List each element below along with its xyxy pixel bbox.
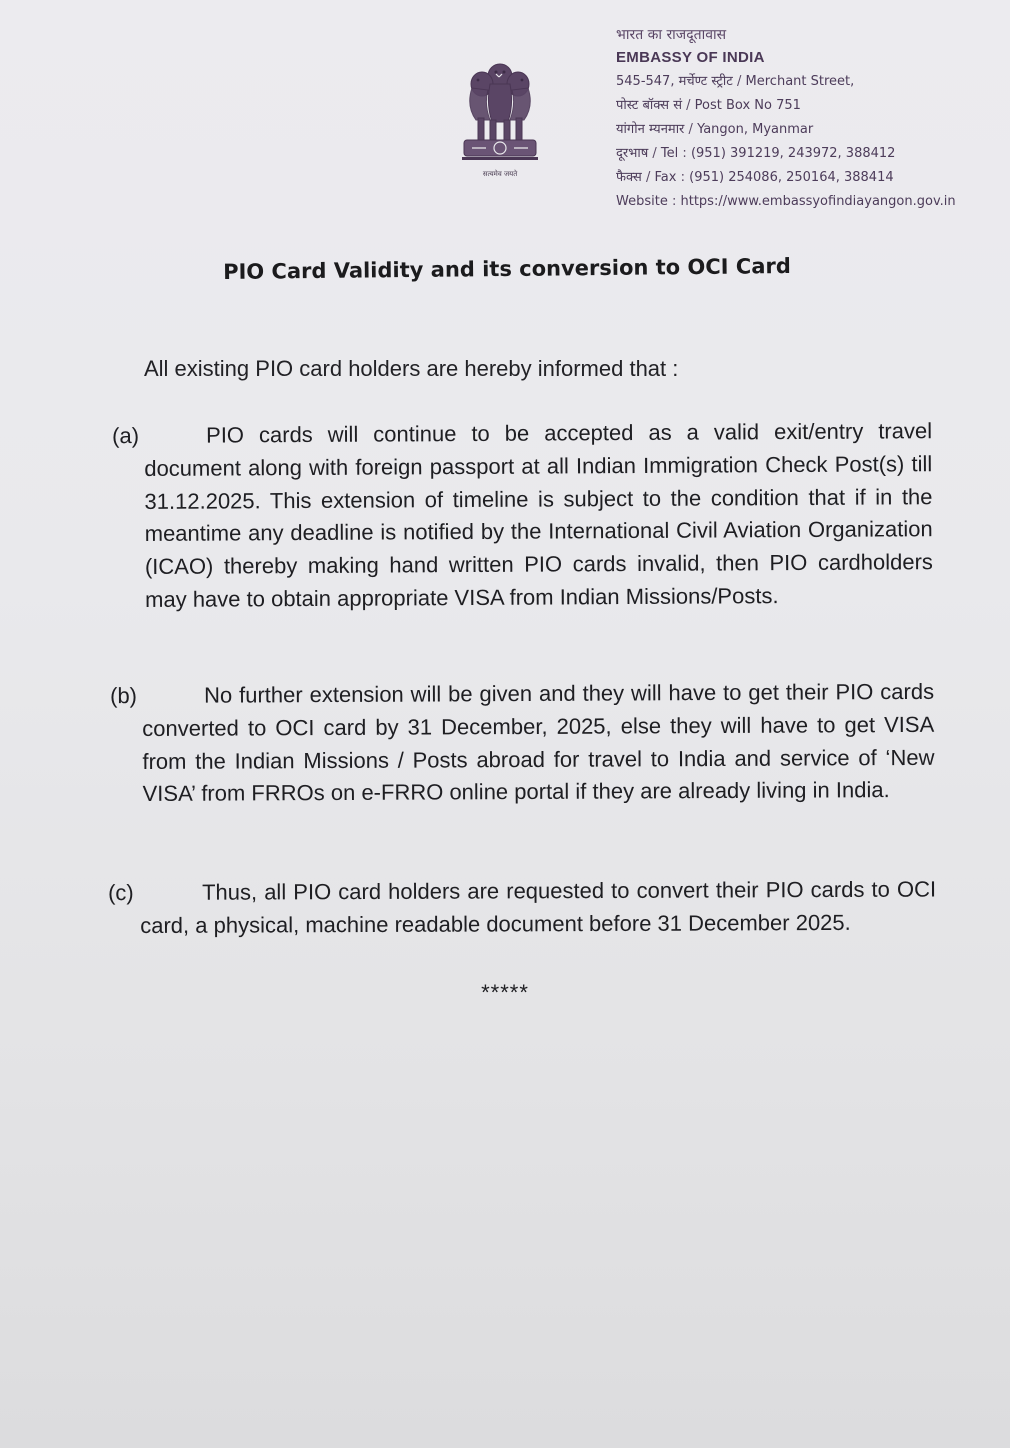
embassy-name: EMBASSY OF INDIA	[616, 49, 765, 66]
separator: :	[680, 170, 685, 185]
po-box-hindi: पोस्ट बॉक्स सं	[616, 98, 682, 113]
separator: /	[652, 146, 657, 161]
city-english: Yangon, Myanmar	[697, 122, 814, 137]
po-box-english: Post Box No 751	[694, 98, 801, 113]
city-line	[616, 118, 996, 142]
separator: /	[686, 98, 691, 113]
embassy-hindi-title: भारत का राजदूतावास	[616, 27, 727, 43]
paragraph-marker: (a)	[112, 423, 140, 449]
website-url[interactable]: https://www.embassyofindiayangon.gov.in	[680, 194, 956, 209]
fax-numbers: (951) 254086, 250164, 388414	[689, 170, 894, 185]
intro-text: All existing PIO card holders are hereby informed that :	[144, 356, 679, 381]
paragraph-c	[108, 874, 937, 943]
address-english: Merchant Street,	[745, 74, 855, 89]
website-line	[616, 190, 996, 214]
paragraph-marker: (b)	[110, 683, 138, 709]
fax-line	[616, 166, 996, 190]
separator: /	[688, 122, 693, 137]
address-hindi: 545-547, मर्चेण्ट स्ट्रीट	[616, 74, 733, 89]
tel-english: Tel	[660, 146, 679, 161]
address-line	[616, 70, 996, 94]
tel-numbers: (951) 391219, 243972, 388412	[690, 146, 896, 161]
paragraph-a	[112, 415, 933, 617]
national-emblem-icon	[452, 58, 548, 188]
paragraph-text: PIO cards will continue to be accepted as a valid exit/entry travel document along with foreign passport at all Indian Immigration Check Post(s) till 31.12.2025. This extension of timeline is subject to the condition that if in the meantime any deadline is notified by the International Civil Aviation Organization (ICAO) thereby making hand written PIO cards invalid, then PIO cardholders may have to obtain appropriate VISA from Indian Missions/Posts.	[144, 418, 933, 612]
tel-hindi: दूरभाष	[616, 146, 649, 161]
website-label: Website	[616, 194, 668, 209]
paragraph-b	[110, 676, 935, 811]
city-hindi: यांगोन म्यनमार	[616, 122, 685, 137]
tel-line	[616, 142, 996, 166]
letterhead	[616, 24, 996, 214]
fax-hindi: फैक्स	[616, 170, 642, 185]
fax-english: Fax	[654, 170, 677, 185]
separator: /	[645, 170, 651, 185]
separator: :	[671, 194, 677, 209]
document-title: PIO Card Validity and its conversion to OCI Card	[222, 254, 791, 284]
paragraph-text: No further extension will be given and they will have to get their PIO cards converted to OCI card by 31 December, 2025, else they will have to get VISA from the Indian Missions / Posts abroad for travel to India and service of ‘New VISA’ from FRROs on e-FRRO online portal if they are already living in India.	[142, 678, 935, 807]
separator: :	[682, 146, 687, 161]
end-mark: *****	[481, 980, 529, 1005]
paragraph-marker: (c)	[108, 880, 134, 906]
paragraph-text: Thus, all PIO card holders are requested to convert their PIO cards to OCI card, a physical, machine readable document before 31 December 2025.	[140, 876, 937, 938]
po-box-line	[616, 94, 996, 118]
emblem-motto: सत्यमेव जयते	[482, 170, 518, 178]
separator: /	[737, 74, 742, 89]
